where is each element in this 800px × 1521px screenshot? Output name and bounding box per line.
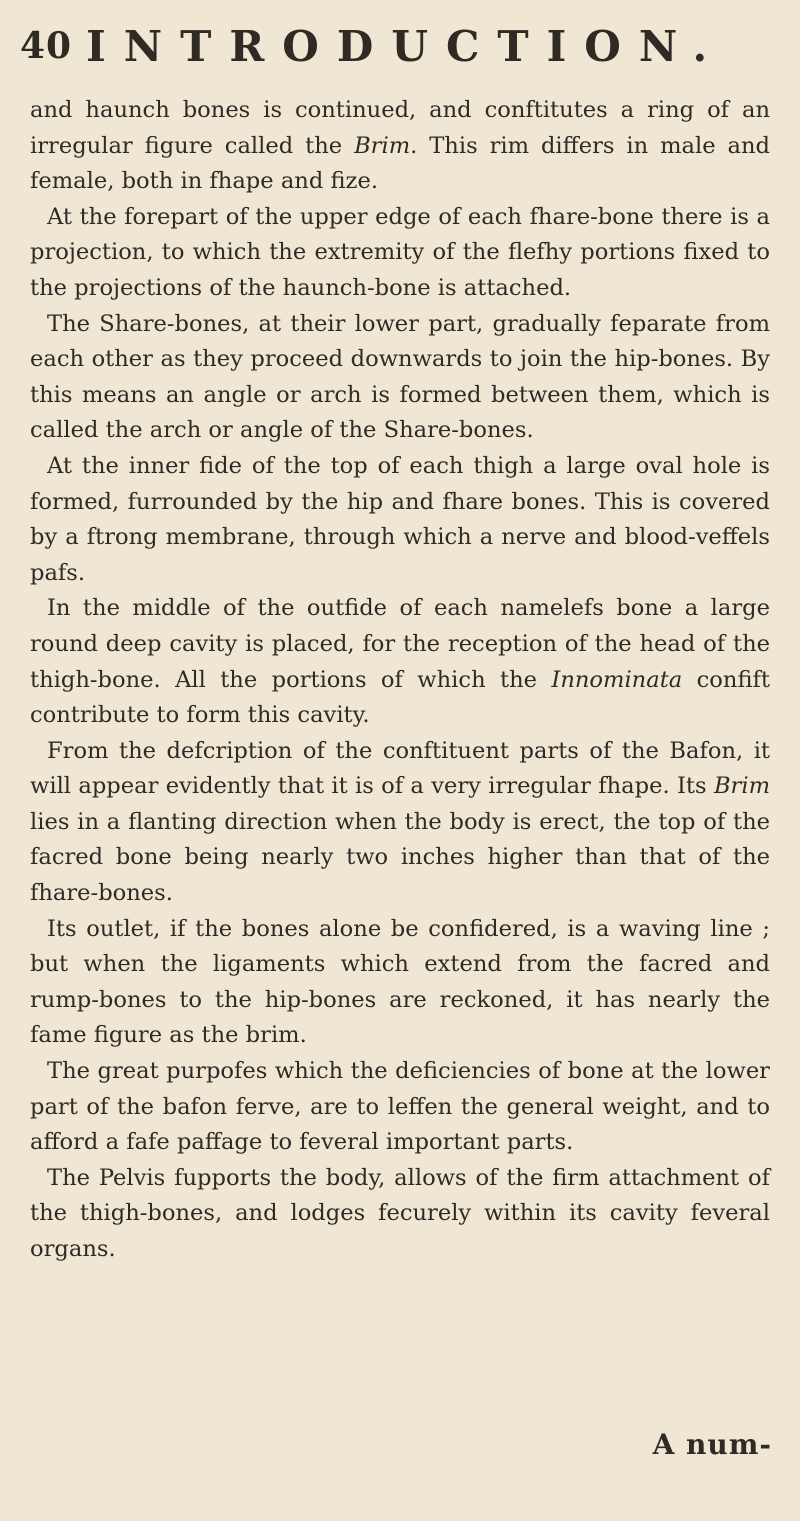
body-text (30, 93, 770, 1268)
paragraph-text: In the middle of the outfide of each namelefs bone a large round deep cavity is placed, for the reception of the head of the thigh-bone. All the portions of which the (30, 595, 770, 693)
paragraph-text: lies in a flanting direction when the body is erect, the top of the facred bone being nearly two inches higher than that of the fhare-bones. (30, 808, 770, 907)
paragraph (30, 93, 770, 200)
paragraph-text: . This rim differs in male and female, both in fhape and fize. (30, 132, 770, 195)
paragraph-text: The Pelvis fupports the body, allows of the firm attachment of the thigh-bones, and lodges fecurely within its cavity feveral organs. (30, 1164, 770, 1262)
paragraph-text: At the inner fide of the top of each thigh a large oval hole is formed, furrounded by the hip and fhare bones. This is covered by a ftrong membrane, through which a nerve and blood-veffels pafs. (30, 452, 770, 586)
paragraph-text: The great purpofes which the deficiencies of bone at the lower part of the bafon ferve, are to leffen the general weight, and to afford a fafe paffage to feveral important parts. (30, 1058, 770, 1156)
paragraph (30, 1054, 770, 1161)
catchword: A num- (652, 1428, 772, 1461)
paragraph-text: and haunch bones is continued, and conftitutes a ring of an irregular figure called the (30, 97, 770, 159)
italic-term: Brim (354, 132, 411, 159)
paragraph-text: Its outlet, if the bones alone be confidered, is a waving line ; but when the ligaments which extend from the facred and rump-bones to the hip-bones are reckoned, it has nearly the fame figure as the brim. (30, 915, 770, 1049)
paragraph (30, 1161, 770, 1268)
paragraph (30, 734, 770, 912)
paragraph-text: At the forepart of the upper edge of each fhare-bone there is a projection, to which the extremity of the flefhy portions fixed to the projections of the haunch-bone is attached. (30, 203, 770, 301)
paragraph (30, 307, 770, 449)
paragraph (30, 200, 770, 307)
paragraph (30, 912, 770, 1054)
italic-term: Brim (713, 773, 770, 800)
paragraph-text: From the defcription of the conftituent parts of the Bafon, it will appear evidently that it is of a very irregular fhape. Its (30, 737, 770, 800)
paragraph-text: The Share-bones, at their lower part, gradually feparate from each other as they proceed downwards to join the hip-bones. By this means an angle or arch is formed between them, which is called the arch or angle of the Share-bones. (30, 310, 770, 444)
paragraph-text: confift contribute to form this cavity. (30, 666, 770, 729)
paragraph (30, 449, 770, 591)
page-number: 40 (20, 25, 73, 67)
italic-term: Innominata (551, 666, 683, 693)
running-head: INTRODUCTION. (86, 21, 726, 71)
paragraph (30, 591, 770, 733)
page-header (20, 16, 780, 76)
